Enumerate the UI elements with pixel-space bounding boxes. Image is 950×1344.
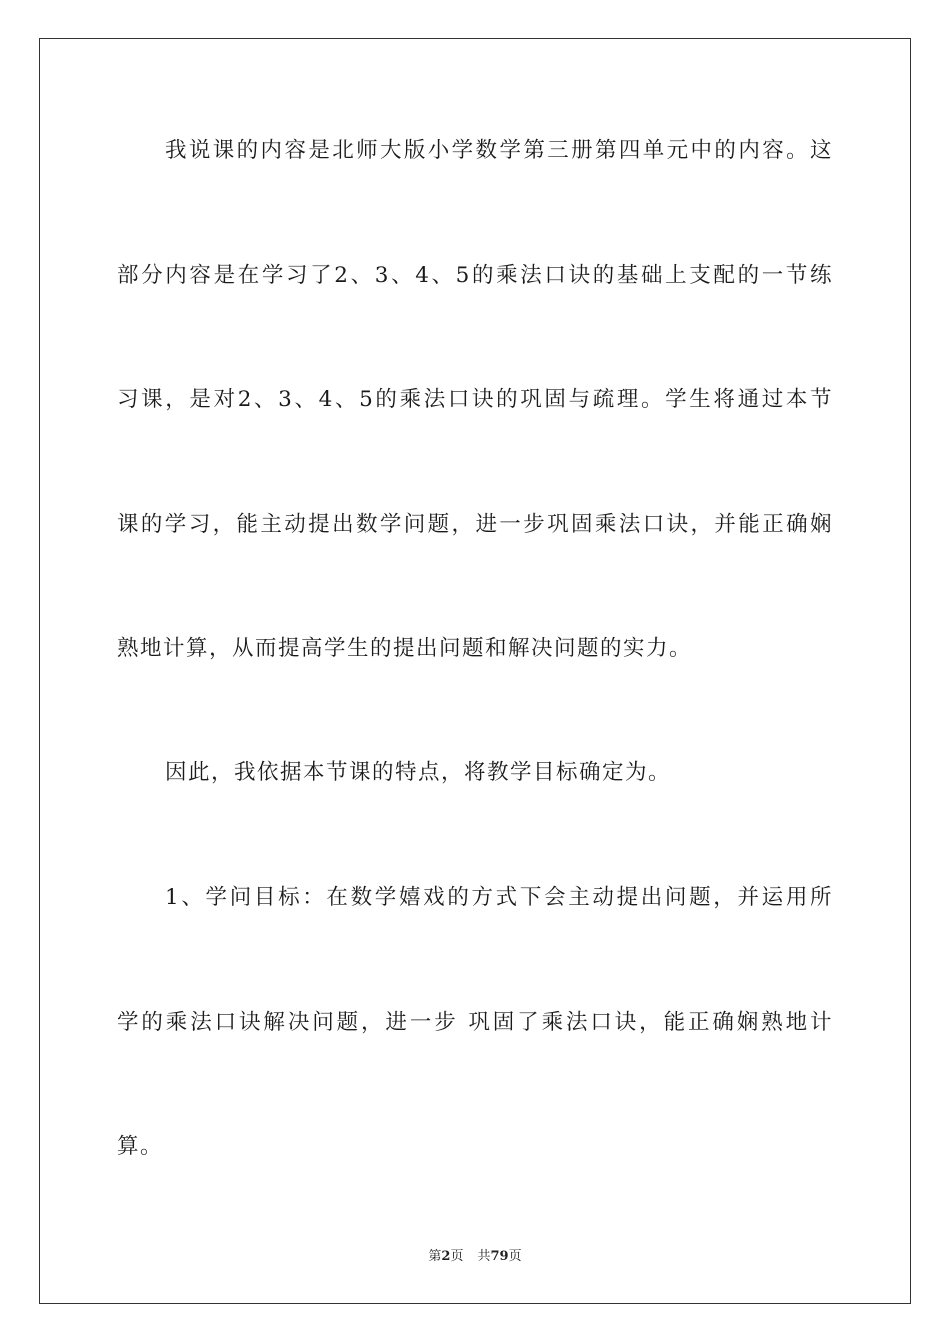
paragraph-line: 部分内容是在学习了2、3、4、5的乘法口诀的基础上支配的一节练: [117, 263, 833, 288]
page-number: 2: [441, 1249, 451, 1264]
page-footer: [0, 1248, 950, 1266]
paragraph-line: 熟地计算，从而提高学生的提出问题和解决问题的实力。: [117, 636, 693, 661]
paragraph-line: 1、学问目标：在数学嬉戏的方式下会主动提出问题，并运用所: [165, 885, 833, 910]
total-prefix: 共: [477, 1249, 491, 1264]
paragraph-line: 我说课的内容是北师大版小学数学第三册第四单元中的内容。这: [165, 138, 833, 163]
total-suffix: 页: [508, 1249, 522, 1264]
paragraph-line: 课的学习，能主动提出数学问题，进一步巩固乘法口诀，并能正确娴: [117, 512, 833, 537]
total-pages: 79: [490, 1249, 509, 1264]
paragraph-line: 算。: [117, 1134, 164, 1159]
page-suffix: 页: [450, 1249, 464, 1264]
paragraph-line: 因此，我依据本节课的特点，将教学目标确定为。: [165, 760, 672, 785]
paragraph-line: 习课，是对2、3、4、5的乘法口诀的巩固与疏理。学生将通过本节: [117, 387, 833, 412]
page-prefix: 第: [428, 1249, 442, 1264]
page-border: [39, 38, 911, 1304]
paragraph-line: 学的乘法口诀解决问题，进一步 巩固了乘法口诀，能正确娴熟地计: [117, 1010, 833, 1035]
